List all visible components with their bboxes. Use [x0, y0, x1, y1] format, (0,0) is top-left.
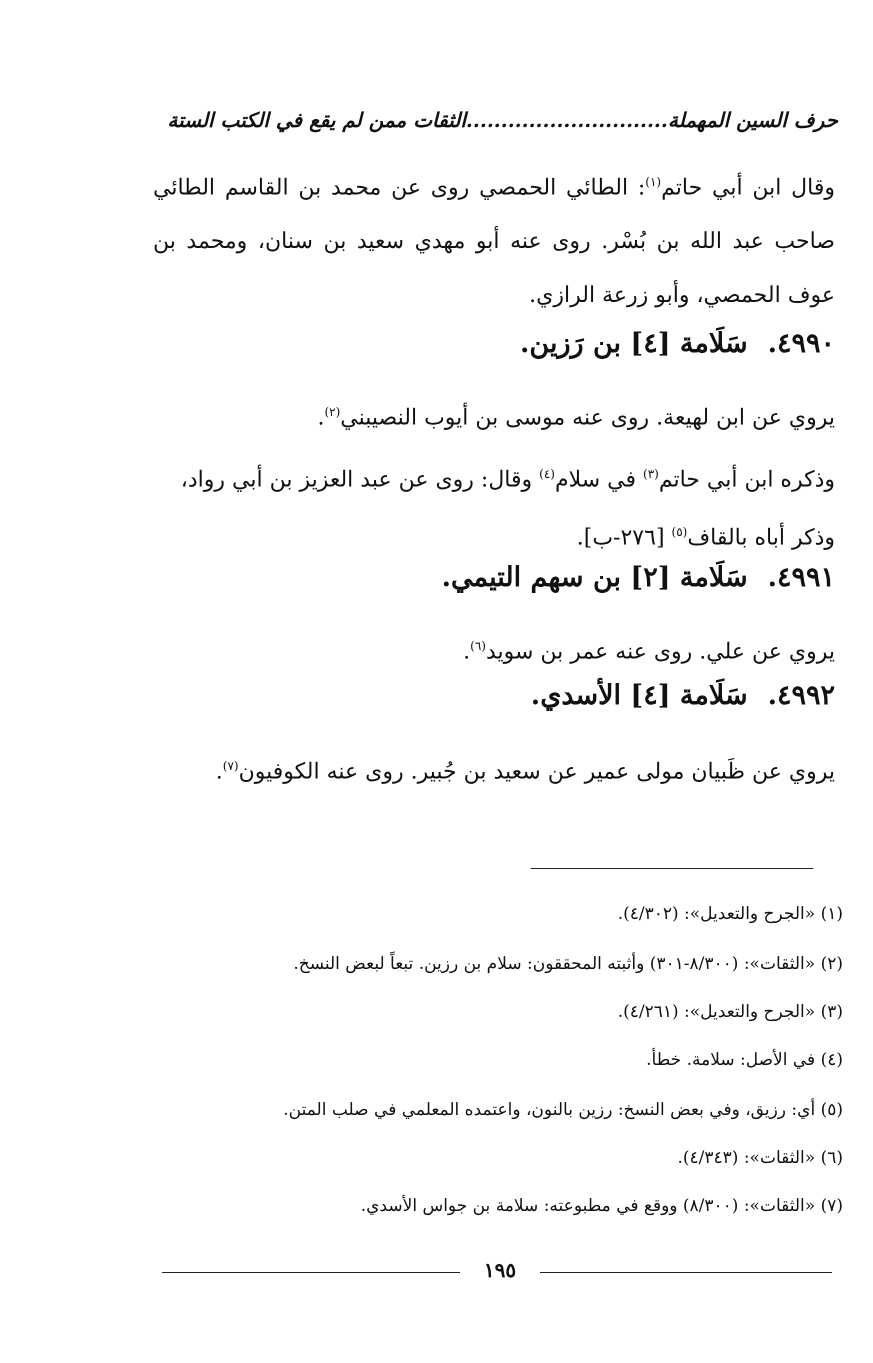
footnote-ref: (٢) — [324, 405, 341, 419]
entry-number: ٤٩٩٠. — [767, 328, 835, 359]
footnote: (٣) «الجرح والتعديل»: (٤/٢٦١). — [617, 1002, 843, 1022]
entry-paragraph: يروي عن علي. روى عنه عمر بن سويد$^{(٦)}$. — [463, 639, 835, 665]
footnote-ref: (٧) — [222, 759, 239, 773]
entry-heading — [153, 562, 835, 593]
footnote: (٦) «الثقات»: (٤/٣٤٣). — [677, 1148, 843, 1168]
footnote: (٥) أي: رزيق، وفي بعض النسخ: رزين بالنون، واعتمده المعلمي في صلب المتن. — [283, 1100, 843, 1120]
footnote: (٤) في الأصل: سلامة. خطأ. — [646, 1050, 843, 1070]
footnote-separator — [531, 868, 813, 869]
footer-rule — [540, 1272, 832, 1273]
entry-number: ٤٩٩١. — [767, 562, 835, 593]
entry-name: سَلَامة [٤] الأسدي. — [530, 680, 748, 711]
entry-number: ٤٩٩٢. — [767, 680, 835, 711]
entry-name: سَلَامة [٢] بن سهم التيمي. — [441, 562, 748, 593]
intro-paragraph: وقال ابن أبي حاتم$^{(١)}$: الطائي الحمصي روى عن محمد بن القاسم الطائي صاحب عبد الله بن بُسْر. روى عنه أبو مهدي سعيد بن سنان، ومحمد بن عوف الحمصي، وأبو زرعة الرازي. — [153, 175, 835, 309]
footnote-ref: (١) — [645, 175, 662, 189]
footnote: (٢) «الثقات»: (٨/٣٠٠-٣٠١) وأثبته المحققون: سلام بن رزين. تبعاً لبعض النسخ. — [293, 954, 843, 974]
footnote-ref: (٤) — [539, 467, 555, 481]
entry-paragraph: يروي عن ظَبيان مولى عمير عن سعيد بن جُبير. روى عنه الكوفيون$^{(٧)}$. — [215, 759, 835, 785]
footnote: (٧) «الثقات»: (٨/٣٠٠) ووقع في مطبوعته: سلامة بن جواس الأسدي. — [360, 1196, 843, 1216]
page-number: ١٩٥ — [483, 1258, 517, 1282]
footnote-ref: (٥) — [671, 525, 688, 540]
entry-paragraph: يروي عن ابن لهيعة. روى عنه موسى بن أيوب النصيبني$^{(٢)}$. — [317, 405, 835, 431]
entry-heading — [153, 328, 835, 359]
footnote: (١) «الجرح والتعديل»: (٤/٣٠٢). — [617, 904, 843, 924]
entry-heading — [153, 680, 835, 711]
running-header: حرف السين المهملة.............................الثقات ممن لم يقع في الكتب الستة — [167, 108, 838, 132]
footer-rule — [162, 1272, 460, 1273]
footnote-ref: (٦) — [470, 639, 486, 653]
footnote-ref: (٣) — [643, 467, 659, 481]
entry-paragraph: وذكره ابن أبي حاتم$^{(٣)}$ في سلام$^{(٤)}$ وقال: روى عن عبد العزيز بن أبي رواد، وذكر أباه بالقاف$^{(٥)}$ [٢٧٦-ب]. — [180, 467, 835, 551]
entry-name: سَلَامة [٤] بن رَزين. — [520, 328, 748, 359]
